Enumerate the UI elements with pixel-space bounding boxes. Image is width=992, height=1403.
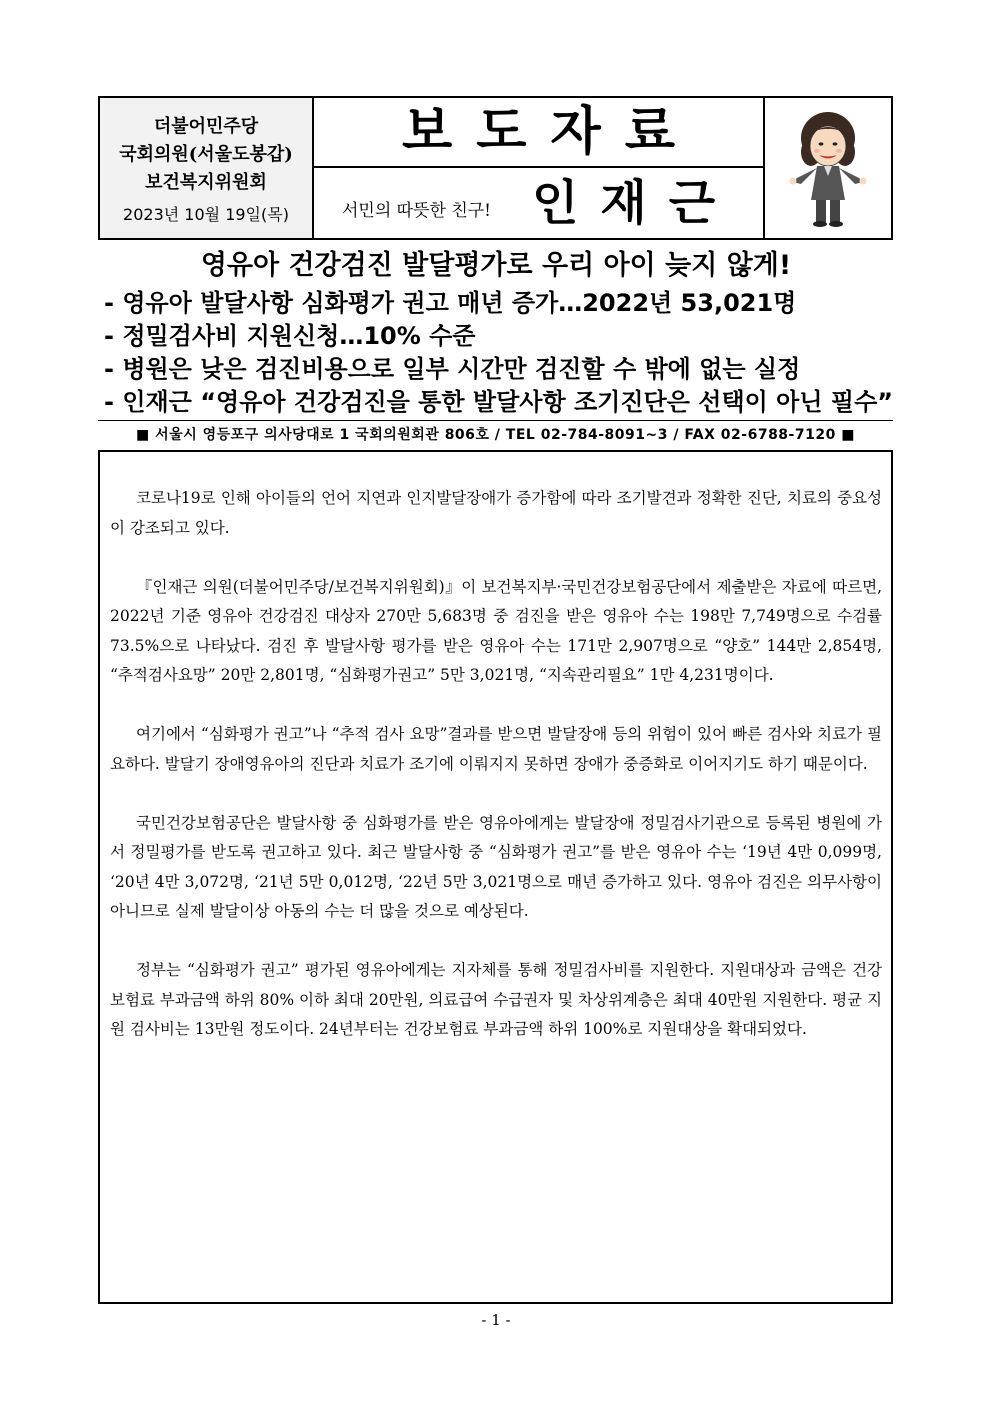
press-header xyxy=(98,96,893,240)
press-release-title: 보도자료 xyxy=(314,98,763,168)
caricature-portrait xyxy=(779,104,877,230)
org-info xyxy=(100,98,314,238)
name-row xyxy=(314,168,763,238)
lawmaker-name: 인재근 xyxy=(532,175,738,231)
divider xyxy=(98,420,893,421)
contact-line: ■ 서울시 영등포구 의사당대로 1 국회의원회관 806호 / TEL 02-784-8091~3 / FAX 02-6788-7120 ■ xyxy=(136,427,855,443)
subheadline-item: - 인재근 “영유아 건강검진을 통한 발달사항 조기진단은 선택이 아닌 필수” xyxy=(104,388,894,416)
lawmaker-district: 국회의원(서울도봉갑) xyxy=(119,144,293,165)
portrait-cell xyxy=(763,98,891,238)
subheadline-item: - 정밀검사비 지원신청…10% 수준 xyxy=(104,322,476,350)
headline: 영유아 건강검진 발달평가로 우리 아이 늦지 않게! xyxy=(200,250,792,281)
subheadline-item: - 병원은 낮은 검진비용으로 일부 시간만 검진할 수 밖에 없는 실정 xyxy=(104,355,801,383)
release-date: 2023년 10월 19일(목) xyxy=(123,205,289,224)
paragraph: 국민건강보험공단은 발달사항 중 심화평가를 받은 영유아에게는 발달장애 정밀검사기관으로 등록된 병원에 가서 정밀평가를 받도록 권고하고 있다. 최근 발달사항 중 “심화평가 권고”를 받은 영유아 수는 ‘19년 4만 0,099명, ‘20년 4만 3,072명, ‘21년 5만 0,012명, ‘22년 5만 3,021명으로 매년 증가하고 있다. 영유아 검진은 의무사항이 아니므로 실제 발달이상 아동의 수는 더 많을 것으로 예상된다. xyxy=(110,813,882,920)
subheadline-item: - 영유아 발달사항 심화평가 권고 매년 증가…2022년 53,021명 xyxy=(104,289,797,317)
article-body xyxy=(110,484,882,1074)
paragraph: 정부는 “심화평가 권고” 평가된 영유아에게는 지자체를 통해 정밀검사비를 지원한다. 지원대상과 금액은 건강보험료 부과금액 하위 80% 이하 최대 20만원, 의료급여 수급권자 및 차상위계층은 최대 40만원 지원한다. 평균 지원 검사비는 13만원 정도이다. 24년부터는 건강보험료 부과금액 하위 100%로 지원대상을 확대되었다. xyxy=(110,961,882,1038)
paragraph: 코로나19로 인해 아이들의 언어 지연과 인지발달장애가 증가함에 따라 조기발견과 정확한 진단, 치료의 중요성이 강조되고 있다. xyxy=(110,489,882,537)
paragraph: 『인재근 의원(더불어민주당/보건복지위원회)』이 보건복지부·국민건강보험공단에서 제출받은 자료에 따르면, 2022년 기준 영유아 건강검진 대상자 270만 5,683명 중 검진을 받은 영유아 수는 198만 7,749명으로 수검률 73.5%으로 나타났다. 검진 후 발달사항 평가를 받은 영유아 수는 171만 2,907명으로 “양호” 144만 2,854명, “추적검사요망” 20만 2,801명, “심화평가권고” 5만 3,021명, “지속관리필요” 1만 4,231명이다. xyxy=(110,577,882,684)
article-body-box xyxy=(98,450,893,1304)
subheadline-list xyxy=(104,287,904,419)
paragraph: 여기에서 “심화평가 권고”나 “추적 검사 요망”결과를 받으면 발달장애 등의 위험이 있어 빠른 검사와 치료가 필요하다. 발달기 장애영유아의 진단과 치료가 조기에 이뤄지지 못하면 장애가 중증화로 이어지기도 하기 때문이다. xyxy=(110,725,882,773)
page-number: - 1 - xyxy=(481,1311,511,1329)
committee-name: 보건복지위원회 xyxy=(145,172,267,193)
slogan: 서민의 따뜻한 친구! xyxy=(342,201,492,221)
party-name: 더불어민주당 xyxy=(153,116,259,137)
